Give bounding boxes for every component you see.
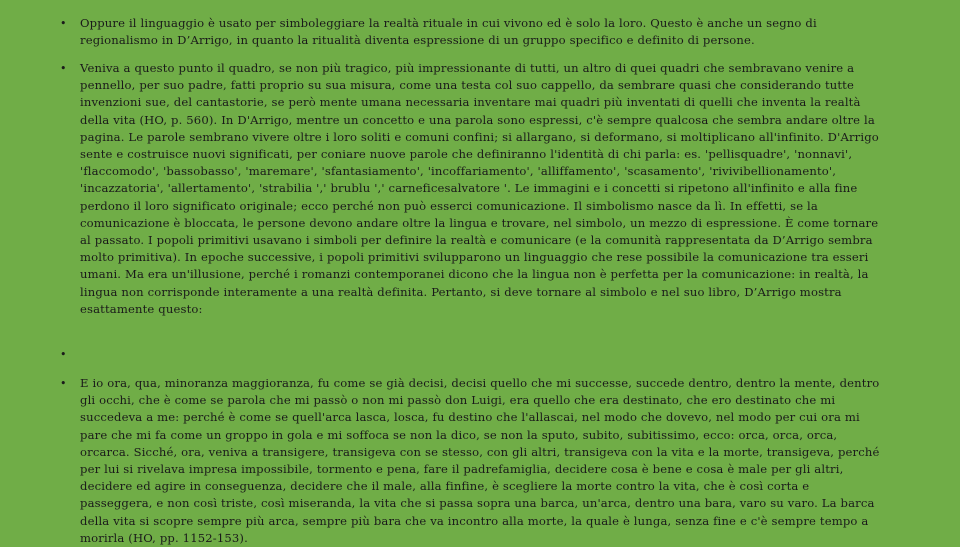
bullet-item: [60, 375, 880, 547]
bullet-item: [60, 60, 880, 318]
bullet-text: Veniva a questo punto il quadro, se non più tragico, più impressionante di tutti, un altro di quei quadri che sembravano venire a pennello, per suo padre, fatti proprio su sua misura, come una testa col suo cappello, da sembrare quasi che considerando tutte invenzioni sue, del cantastorie, se però mente umana necessaria inventare mai quadri più inventati di quelli che inventa la realtà della vita (HO, p. 560). In D'Arrigo, mentre un concetto e una parola sono espressi, c'è sempre qualcosa che sembra andare oltre la pagina. Le parole sembrano vivere oltre i loro soliti e comuni confini; si allargano, si deformano, si moltiplicano all'infinito. D'Arrigo sente e costruisce nuovi significati, per coniare nuove parole che definiranno l'identità di chi parla: es. 'pellisquadre', 'nonnavi', 'flaccomodo', 'bassobasso', 'maremare', 'sfantasiamento', 'incoffariamento', 'alliffamento', 'scasamento', 'rivivibellionamento', 'incazzatoria', 'allertamento', 'strabilia ',' brublu ',' carneficesalvatore '. Le immagini e i concetti si ripetono all'infinito e alla fine perdono il loro significato originale; ecco perché non può esserci comunicazione. Il simbolismo nasce da lì. In effetti, se la comunicazione è bloccata, le persone devono andare oltre la lingua e trovare, nel simbolo, un mezzo di espressione. È come tornare al passato. I popoli primitivi usavano i simboli per definire la realtà e comunicare (e la comunità rappresentata da D’Arrigo sembra molto primitiva). In epoche successive, i popoli primitivi svilupparono un linguaggio che rese possibile la comunicazione tra esseri umani. Ma era un'illusione, perché i romanzi contemporanei dicono che la lingua non è perfetta per la comunicazione: in realtà, la lingua non corrisponde interamente a una realtà definita. Pertanto, si deve tornare al simbolo e nel suo libro, D’Arrigo mostra esattamente questo:: [80, 61, 879, 316]
bullet-text: Oppure il linguaggio è usato per simboleggiare la realtà rituale in cui vivono ed è solo la loro. Questo è anche un segno di regionalismo in D’Arrigo, in quanto la ritualità diventa espressione di un gruppo specifico e definito di persone.: [80, 16, 817, 48]
bullet-dot: •: [60, 17, 67, 30]
bullet-text: E io ora, qua, minoranza maggioranza, fu come se già decisi, decisi quello che mi successe, succede dentro, dentro la mente, dentro gli occhi, che è come se parola che mi passò o non mi passò don Luigi, era quello che era destinato, che ero destinato che mi succedeva a me: perché è come se quell'arca lasca, losca, fu destino che l'allascai, nel modo che dovevo, nel modo per cui ora mi pare che mi fa come un groppo in gola e mi soffoca se non la dico, se non la sputo, subito, subitissimo, ecco: orca, orca, orca, orcarca. Sicché, ora, veniva a transigere, transigeva con se stesso, con gli altri, transigeva con la vita e la morte, transigeva, perché per lui si rivelava impresa impossibile, tormento e pena, fare il padrefamiglia, decidere cosa è bene e cosa è male per gli altri, decidere ed agire in conseguenza, decidere che il male, alla finfine, è scegliere la morte contro la vita, che è così corta e passeggera, e non così triste, così miseranda, la vita che si passa sopra una barca, un'arca, dentro una bara, varo su varo. La barca della vita si scopre sempre più arca, sempre più bara che va incontro alla morte, la quale è lunga, senza fine e c'è sempre tempo a morirla (HO, pp. 1152-153).: [80, 376, 880, 545]
bullet-dot: •: [60, 377, 67, 390]
bullet-dot: •: [60, 62, 67, 75]
bullet-dot: •: [60, 348, 67, 361]
bullet-item: [60, 15, 880, 49]
